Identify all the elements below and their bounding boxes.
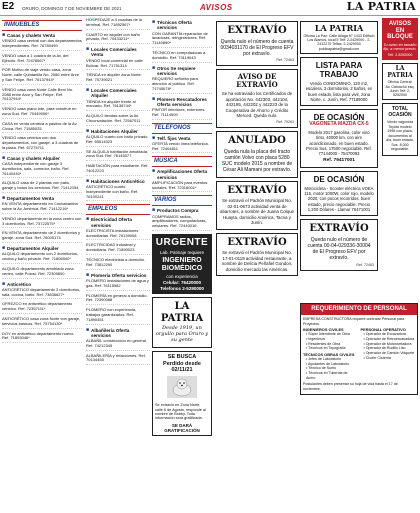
subcategory-header: ■ Telf. fijos Venta [152,134,191,141]
requirement-item: • Técnicos en Tuberías de Acero [306,371,348,380]
requirement-section: TÉCNICOS OBRAS CIVILES [303,352,355,357]
classified-ad: VENDO departamento en la zona centro con 3 dormitorios. Ref. 73722575* [2,217,82,229]
requirement-right [361,326,416,380]
requirement-item: • Súper Intendente de Obra [306,332,350,337]
requirement-item: • Residentes de Obra [306,341,341,346]
notice-body: Se ha extraviado los Certificados de aportación No. 442303, 442104, 442195, 442202 y 442223 de la Cooperativa de Ahorro y Crédito Merced. Queda nulo. [221,91,293,119]
notice-ref: Ref. 72463 [276,58,294,63]
ad-list [152,181,212,193]
requirement-item: • Operador de Rodillo Liso [363,346,406,351]
ad-list [152,108,212,120]
subcategory-header: ■ Habitaciones Alquiler [86,127,138,134]
classified-ad: SE ALQUILA habitación amoblada, zona Sud. Ref. 76145077 [86,150,150,162]
extravio-notice [216,233,298,277]
classified-ad: HOSPEDAJE a 4 cuadras de la terminal. Ref. 71892567* [86,18,150,30]
bullet-icon: ■ [152,134,156,141]
requirement-item: • Operador de Motoniveladora [363,341,412,346]
classified-ad: ALBAÑILERÍA y refacciones. Ref. 70134455 [86,354,150,366]
requirement-section: PERSONAL OPERATIVO [360,327,406,333]
notice-body: Queda nulo el número de cuenta 0034031170 de El Progreso EFV por extravío. [220,38,294,57]
requirement-list [303,357,358,380]
office-info: Oficina La Paz: Calle Aliaga N° 1433 Edificio Los Álamos, local 5 Telf: 2-2429000 - 2-2412270 Telfax: 2-2429000 publicapatria@gmail.com [303,34,375,51]
classified-ad: TIENDA en alquiler zona Norte. Ref. 75739021 [86,73,150,85]
ad-phone: Ref. 79417001 [323,158,355,164]
requirement-item: • Ayudantes de Laboratorio [306,361,350,366]
bullet-icon: ■ [86,46,90,53]
anulado-notice [216,131,298,178]
dog-photo-icon [167,376,197,398]
requirement-item: • Técnico de Suelo [306,366,336,371]
classified-ad: VENDO casa a 1 cuadra de la Av. del Ejército. Ref. 72478567* [2,54,82,66]
urgente-line: con experiencia [166,273,198,279]
category-header: EMPLEOS [86,204,150,215]
column-6 [382,18,418,258]
classified-ad: PLOMERO instalaciones de agua y gas. Ref. 76115582 [86,279,150,291]
column-4 [216,18,298,510]
bullet-icon: ■ [152,207,156,214]
ad-list [152,142,212,154]
lost-dog-body: Se extravió en Zona Norte, calle 6 de Agosto, responde al nombre de Bobby. Toda información será gratificada. [155,403,206,421]
bullet-icon: ■ [86,326,90,333]
notice-body: Se extravió el Padrón Municipal No. 02-01-0673 actividad venta de abarrotes, a nombre de Juana Colque Huayta, domicilio América, Tacna y Junín. [220,198,294,226]
ad-list [152,32,212,63]
requirement-item: • Técnicos en Topografía [306,346,346,351]
total-ocasion-ad [382,103,418,156]
office-logo: LA PATRIA [387,64,413,79]
promo-phone: Telf. 2-5252000 [387,52,413,57]
requirement-left [303,326,358,380]
notice-title: ANULADO [228,135,286,147]
classified-ad: OFREZCO en anticrético departamento céntrico. Ref. 72357111* [2,302,82,314]
classified-ad: VENDO casa central con dos departamentos independientes. Ref. 76780499 [2,39,82,51]
requirement-item: • Operador de Camión Volquete [363,351,415,355]
classified-ad: PLOMERO con experiencia, trabajos garantizados. Ref. 71890451 [86,308,150,324]
notice-title: EXTRAVÍO [227,25,287,36]
promo-title-1: AVISOS [388,21,412,27]
lost-dog-title: SE BUSCA [167,353,197,360]
requirement-item: • Jefes de Laboratorio [306,357,342,362]
urgente-title: INGENIERO BIOMÉDICO [161,256,203,272]
ad-body: Motocicleta - Scooter eléctrica VOEA 115, motor 1000W, color rojo, modelo 2020, con pocos recorridos, buen estado, precio negociable. Precio 1,200 Dólares - Llamar 76471001 [304,185,374,212]
requirement-list [361,332,416,360]
ad-body: Vendo CONDOMINIO, 120 m2, escalera, 3 dormitorios, 2 baños, en buen estado, lista para vivir, zona Norte, c. Junín, Ref. 77189000 [305,81,373,102]
promo-title-2: EN BLOQUE [387,27,413,41]
requirement-title: REQUERIMIENTO DE PERSONAL [301,304,417,315]
lista-para-trabajo-ad [300,57,378,106]
de-ocasion-ad [300,109,378,168]
promo-tagline: Desde 1919, un orgullo para Oruro y su gente [155,325,209,343]
avisos-en-bloque-promo [382,18,418,60]
requirement-item: • Ingenieros [306,336,326,341]
notice-ref: Ref. 79263 [276,119,294,124]
requirement-body [301,315,417,394]
category-header: INMUEBLES [2,20,82,31]
bullet-icon: ■ [86,127,90,134]
classified-ad: REQUIERO señorita para atención al público. Ref. 71745678* [152,77,212,93]
bullet-icon: ■ [2,194,6,201]
page-header [0,0,420,16]
classified-ad: CON GARANTÍA reparación de lavadoras, refrigeradores. Ref. 71140890* [152,32,212,48]
classified-ad: POR Motivo de viaje vendo casa, zona Norte, calle Quintanilla No. 2086 entre Arce y San Felipe. Ref. 76137944* [2,68,82,84]
classified-ad: EN VENTA departamento en Cochabamba sobre la Av. América. Ref. 71412216* [2,202,82,214]
classified-ad: ELECTRICISTA instalaciones domiciliarias. Ref. 76139008 [86,229,150,241]
ad-list [2,202,82,243]
ad-list [86,229,150,270]
subcategory-header: ■ Casas y chalets Venta [2,31,56,38]
classified-ad: ALQUILO tiendas sobre la Av. Circunvalación. Ref. 72567011 [86,114,150,126]
classified-ad: TÉCNICO electricista a domicilio. Ref. 73812290 [86,258,150,270]
bullet-icon: ■ [2,245,6,252]
bullet-icon: ■ [86,177,90,184]
ad-list [2,162,82,193]
classified-ad: ANTICRÉTICO departamento 3 dormitorios, sala, cocina, baño. Ref. 73836627* [2,288,82,300]
bullet-icon: ■ [152,64,156,71]
subcategory-header: ■ Casas y chalets Alquiler [2,154,60,161]
lost-dog-subtitle: Perdido desde 02/11/21 [163,360,201,374]
classified-ad: ALQUILO departamento amoblado zona centro, calle Potosí. Ref. 72309800 [2,267,82,279]
notice-title: EXTRAVÍO [309,223,369,235]
subcategory-header: ■ Habitaciones Anticrético [86,177,145,184]
urgente-headline: URGENTE [155,237,209,249]
ad-list [86,185,150,201]
classified-ad: VENDO local comercial en calle Bolívar. Ref. 71751314 [86,59,150,71]
subcategory-header: ■ Departamentos Venta [2,194,55,201]
ad-list [152,77,212,93]
notice-body: Se extravió el Padrón Municipal No. 17-01-0119 actividad restaurante, a nombre de Delicia Peñafiel Gondon, domicilio mercado las Américas. [221,250,293,272]
column-1 [2,18,82,510]
ad-list [86,339,150,365]
ad-list [86,18,150,44]
ad-list [86,100,150,126]
classified-ad: VENDO casa céntrica con dos departamentos, con garaje, a 3 cuadras de la plaza. Ref. 67275711 [2,136,82,152]
subcategory-header: ■ Amplificaciones Oferta servicios [152,168,208,180]
extravio-notice [216,21,298,66]
extravio-notice [216,181,298,230]
category-header: TELÉFONOS [152,123,212,134]
classified-ad: EN VENTA departamento de 2 dormitorios y garaje, zona Sud. Ref. 76000174 [2,231,82,243]
ad-list [86,279,150,325]
bullet-icon: ■ [152,95,156,102]
notice-title: EXTRAVÍO [227,184,287,196]
classified-ad: VENDO casa zona Norte Calle Beni No. 2088 entre Arce y San Felipe. Ref. 76137944* [2,88,82,104]
classified-ad: ALQUILO cuarto con baño privado. Ref. 69514023 [86,135,150,147]
urgente-phone: Telefonos 2-5290000 [160,286,204,292]
ad-list [2,288,82,343]
ad-list [86,59,150,85]
promo-logo: LA PATRIA [160,301,204,324]
classified-ad: ALBAÑIL construcción en general. Ref. 74212345 [86,339,150,351]
extravio-notice [300,219,378,271]
subcategory-header: ■ Locales Comerciales Venta [86,46,137,58]
ad-body: Modelo 2017 gasolina, color vino tinto, 40000 km, con aire acondicionado, en buen estado. Precio Sus. 17500 negociable. Ref. 77144000 - 75470093 [306,130,372,156]
promo-slogan: Tu aviso en tamaño fijo, a menor precio. [383,42,417,52]
notice-title: AVISO DE EXTRAVÍO [236,72,278,90]
classified-ad: PLOMERÍA en general a domicilio. Ref. 72390088 [86,294,150,306]
bullet-icon: ■ [2,154,6,161]
page-number: E2 [2,1,15,12]
category-header: VARIOS [152,195,212,206]
ad-list [86,135,150,176]
column-2 [86,18,150,510]
ad-subtitle: VAGONETA MAZDA CX-5 [309,121,369,128]
subcategory-header: ■ Albañilería Oferta servicios [86,326,130,338]
ad-title: TOTAL OCASIÓN [388,105,412,118]
bullet-icon: ■ [86,216,90,223]
subcategory-header: ■ Anticrético [2,280,32,287]
subcategory-header: ■ Productos Compra [152,207,199,214]
requirement-list [303,332,358,351]
bullet-icon: ■ [152,168,156,175]
requirement-columns [303,326,415,380]
bullet-icon: ■ [2,31,6,38]
lost-dog-ad [152,351,212,437]
subcategory-header: ■ Plomería Oferta servicios [86,271,147,278]
classified-ad: AMPLIFICACIÓN para eventos sociales. Ref. 72316001* [152,181,212,193]
ad-title: LISTA PARA TRABAJO [315,60,363,79]
bullet-icon: ■ [86,271,90,278]
classified-ad: CASA independiente con garaje 3 dormitorios, sala, comedor, baño. Ref. 76140440* [2,162,82,178]
page-date: ORURO, DOMINGO 7 DE NOVIEMBRE DE 2021 [22,6,122,11]
column-3 [152,18,212,510]
office-box [300,21,378,54]
requirement-intro: EMPRESA CONSTRUCTORA requiere contratar Personal para Proyectos. [303,316,405,326]
lost-dog-reward: SE DARÁ GRATIFICACIÓN [164,422,200,433]
classified-ad: ANTICRÉTICO casa zona Norte con garaje, servicios básicos. Ref. 75754130* [2,317,82,329]
classified-ad: VENDO casa plano lote, para construir en zona Sud. Ref. 70449006* [2,107,82,119]
classified-ad: OFERTA vendo línea telefónica. Ref. 72404811 [152,142,212,154]
subcategory-header: ■ Departamentos Alquiler [2,245,59,252]
de-ocasion-ad [300,171,378,216]
office-box [382,63,418,100]
classified-ad: ALQUILO departamento con 2 dormitorios, cocina y baño privado. Ref. 71806540* [2,252,82,264]
bullet-icon: ■ [2,280,6,287]
requirement-item: • Operador de Retroexcavadora [363,336,415,341]
requirement-item: • Operador de Excavadora [363,332,406,337]
classified-ad: COMPRAMOS radios, amplificadores, computadoras, celulares. Ref. 72440016 [152,215,212,231]
classified-ad: TÉCNICO en computadoras a domicilio. Ref. 73119043 [152,51,212,63]
subcategory-header: ■ Locales Comerciales Alquiler [86,86,137,99]
requirement-box [300,303,418,395]
ad-list [2,252,82,278]
requirement-section: INGENIEROS CIVILES [303,327,344,333]
urgente-sub: Lab. Patinaje requiere [159,249,205,255]
notice-ref: Ref. 72463 [356,262,374,267]
urgente-phone: Celular: 76420000 [162,279,202,285]
classified-ad: ALQUILO casa de 2 plantas con patio, garaje y todos los servicios. Ref. 71412154 [2,181,82,193]
classified-ad: DOY en anticrético departamento nuevo. Ref. 71893046* [2,332,82,344]
classified-ad: TIENDA en alquiler frente al mercado. Ref. 76138744* [86,100,150,112]
classified-ad: ANTICRÉTICO cuarto independiente con baño. Ref. 76100241 [86,185,150,201]
office-logo: LA PATRIA [314,23,364,33]
bullet-icon: ■ [152,19,156,25]
ad-list [152,215,212,231]
aviso-extravio-notice [216,69,298,128]
subcategory-header: ■ Otros Se requiere servicios [152,64,196,76]
notice-body: Queda nula la placa del tracto camión Volvo con placa 5280 SUC modelo 2015 a nombre de César Ali Mamani por extravío. [221,148,293,174]
classified-ad: ELECTRICIDAD industrial y domiciliaria. Ref. 71890023 [86,243,150,255]
ad-title: DE OCASIÓN [313,174,365,184]
ad-list [2,39,82,153]
requirement-block [300,300,418,510]
notice-body: Queda nulo el número de cuenta 00-04-029336-30004 de El Progreso EFV por extravío. [307,236,371,262]
bullet-icon: ■ [86,86,90,93]
subcategory-header: ■ Electricidad Oferta servicios [86,216,132,228]
ad-body: Vendo vagoneta Toyota modelo 1998 con placa, documentos al día, buen estado, Sus. 8,000 negociable. [386,120,414,152]
section-label: AVISOS [200,3,233,12]
ad-title: DE OCASIÓN [313,113,365,123]
notice-title: EXTRAVÍO [227,236,287,248]
classified-ad: HABITACIÓN para estudiante. Ref. 74012223 [86,164,150,176]
urgente-ad [152,234,212,294]
classified-ad: CASA en venta céntrica a pasitos de la Av. Cívica. Ref. 71585025 [2,122,82,134]
requirement-item: • Chofer Cisterna [363,355,391,360]
subcategory-header: ■ Plomero Rescatadores Oferta servicios [152,95,207,107]
subcategory-header: ■ Técnicos Oferta servicios [152,19,192,31]
masthead-logo: LA PATRIA [346,0,416,13]
office-info: Oficina Central: Av. Camacho esq. Junín Telf: 2-5252000 [385,80,415,97]
classified-ad: PINTOR interiores, exteriores. Ref. 71114509 [152,108,212,120]
classified-ad: CUARTO en alquiler con baño privado. Ref. 70433211* [86,33,150,45]
category-header: MÚSICA [152,156,212,167]
requirement-footer: Postulantes deben presentar su hoja de vida hasta el 17 de noviembre. [303,382,398,392]
promo-box [152,297,212,347]
